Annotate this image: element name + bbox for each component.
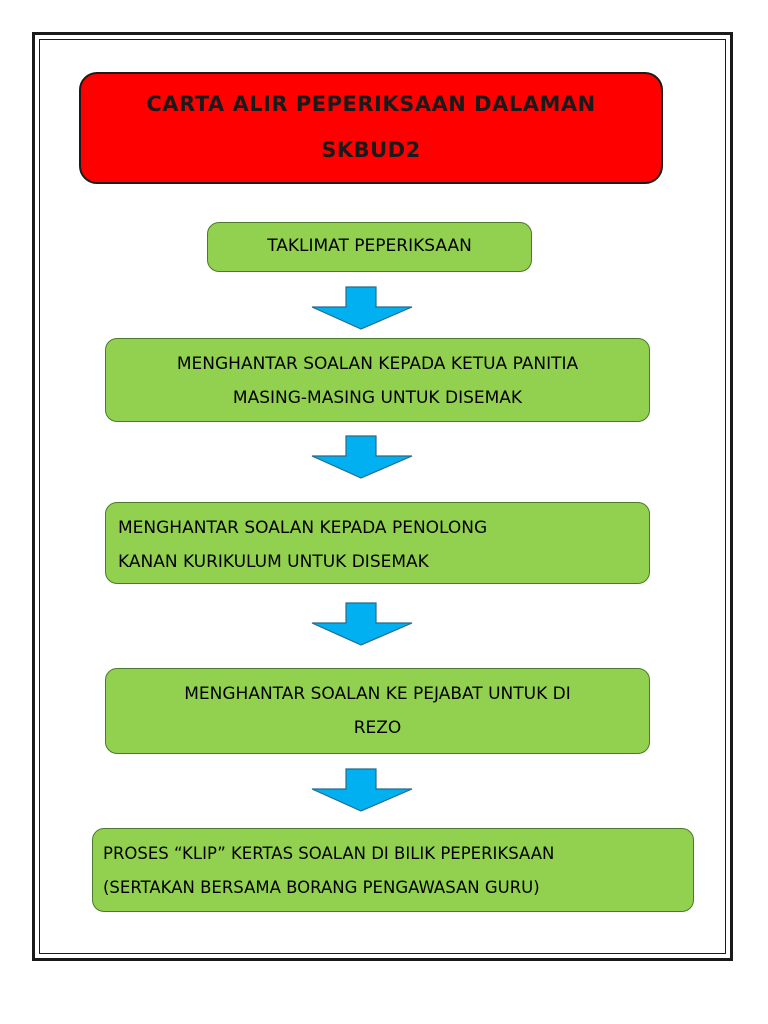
step-hantar-penolong-kanan [105, 502, 650, 584]
step-5-line-2: (SERTAKAN BERSAMA BORANG PENGAWASAN GURU) [103, 878, 540, 897]
down-arrow-icon [310, 768, 414, 812]
step-3-line-2: KANAN KURIKULUM UNTUK DISEMAK [118, 552, 429, 572]
step-4-line-2: REZO [353, 718, 402, 738]
title-line-1: CARTA ALIR PEPERIKSAAN DALAMAN [146, 92, 596, 116]
step-5-line-1: PROSES “KLIP” KERTAS SOALAN DI BILIK PEPERIKSAAN [103, 844, 555, 863]
step-1-label: TAKLIMAT PEPERIKSAAN [267, 236, 472, 256]
step-proses-klip [92, 828, 694, 912]
step-hantar-pejabat-rezo [105, 668, 650, 754]
step-2-line-2: MASING-MASING UNTUK DISEMAK [232, 388, 523, 408]
down-arrow-icon [310, 602, 414, 646]
down-arrow-icon [310, 435, 414, 479]
step-4-line-1: MENGHANTAR SOALAN KE PEJABAT UNTUK DI [184, 684, 571, 704]
step-taklimat-peperiksaan [207, 222, 532, 272]
step-2-line-1: MENGHANTAR SOALAN KEPADA KETUA PANITIA [176, 354, 579, 374]
step-3-line-1: MENGHANTAR SOALAN KEPADA PENOLONG [118, 518, 488, 538]
down-arrow-icon [310, 286, 414, 330]
step-hantar-ketua-panitia [105, 338, 650, 422]
title-line-2: SKBUD2 [321, 138, 421, 162]
flowchart-title [79, 72, 663, 184]
